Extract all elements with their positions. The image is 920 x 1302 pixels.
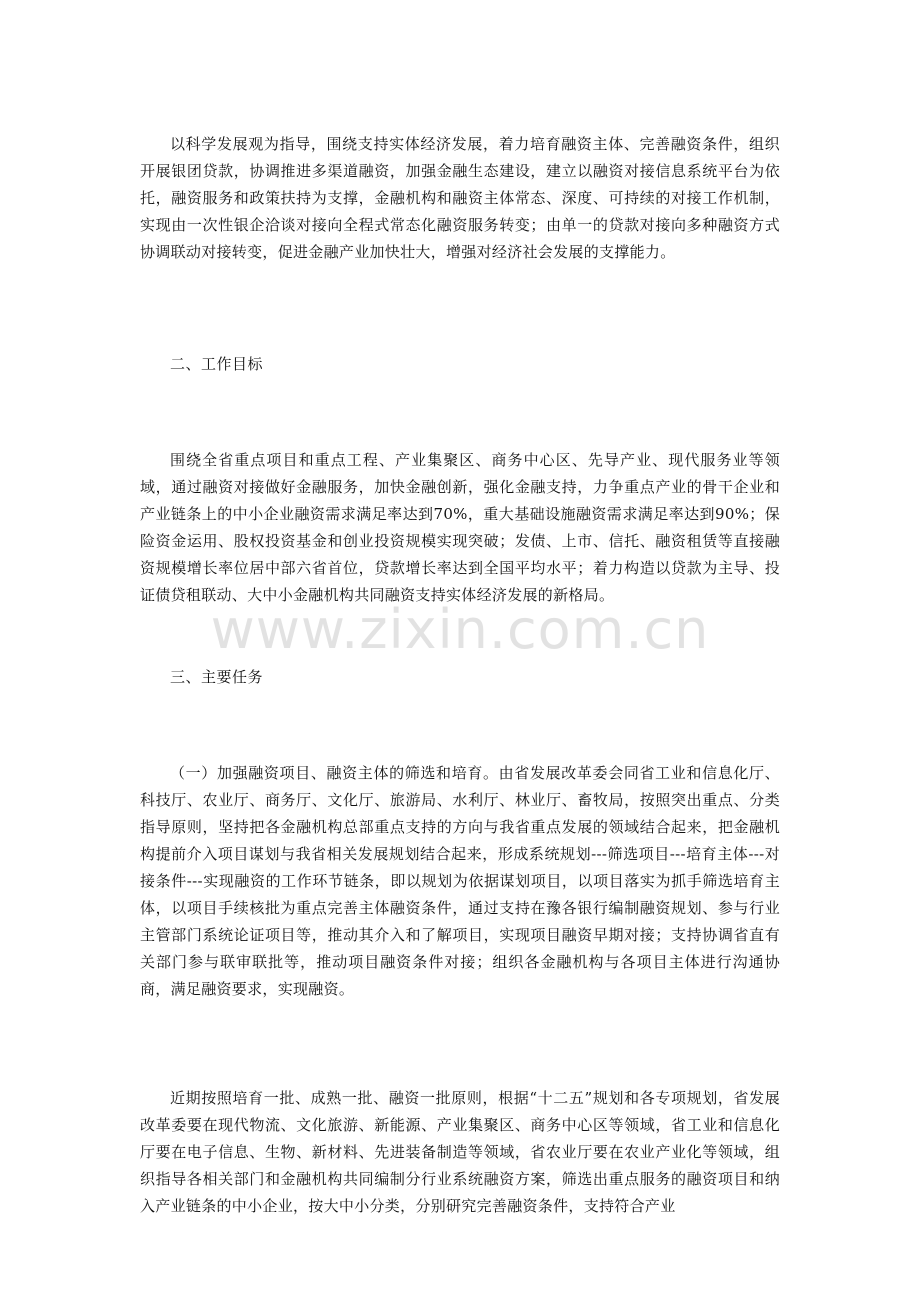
paragraph-guiding-principle: 以科学发展观为指导，围绕支持实体经济发展，着力培育融资主体、完善融资条件，组织开展银团贷款，协调推进多渠道融资，加强金融生态建设，建立以融资对接信息系统平台为依托，融资服务和政策扶持为支撑，金融机构和融资主体常态、深度、可持续的对接工作机制，实现由一次性银企洽谈对接向全程式常态化融资服务转变；由单一的贷款对接向多种融资方式协调联动对接转变，促进金融产业加快壮大，增强对经济社会发展的支撑能力。 bbox=[140, 135, 780, 261]
paragraph-work-goals: 围绕全省重点项目和重点工程、产业集聚区、商务中心区、先导产业、现代服务业等领域，通过融资对接做好金融服务，加快金融创新，强化金融支持，力争重点产业的骨干企业和产业链条上的中小企业融资需求满足率达到70%，重大基础设施融资需求满足率达到90%；保险资金运用、股权投资基金和创业投资规模实现突破；发债、上市、信托、融资租赁等直接融资规模增长率位居中部六省首位，贷款增长率达到全国平均水平；着力构造以贷款为主导、投证债贷租联动、大中小金融机构共同融资支持实体经济发展的新格局。 bbox=[140, 451, 780, 604]
section-heading-main-tasks: 三、主要任务 bbox=[170, 668, 264, 686]
paragraph-task-one: （一）加强融资项目、融资主体的筛选和培育。由省发展改革委会同省工业和信息化厅、科技厅、农业厅、商务厅、文化厅、旅游局、水利厅、林业厅、畜牧局，按照突出重点、分类指导原则，坚持把各金融机构总部重点支持的方向与我省重点发展的领域结合起来，把金融机构提前介入项目谋划与我省相关发展规划结合起来，形成系统规划---筛选项目---培育主体---对接条件---实现融资的工作环节链条，即以规划为依据谋划项目，以项目落实为抓手筛选培育主体，以项目手续核批为重点完善主体融资条件，通过支持在豫各银行编制融资规划、参与行业主管部门系统论证项目等，推动其介入和了解项目，实现项目融资早期对接；支持协调省直有关部门参与联审联批等，推动项目融资条件对接；组织各金融机构与各项目主体进行沟通协商，满足融资要求，实现融资。 bbox=[140, 764, 780, 998]
section-heading-work-goals: 二、工作目标 bbox=[170, 355, 264, 373]
watermark: www.zixin.com.cn bbox=[210, 598, 710, 661]
paragraph-near-term: 近期按照培育一批、成熟一批、融资一批原则，根据“十二五”规划和各专项规划，省发展改革委要在现代物流、文化旅游、新能源、产业集聚区、商务中心区等领域，省工业和信息化厅要在电子信息、生物、新材料、先进装备制造等领域，省农业厅要在农业产业化等领域，组织指导各相关部门和金融机构共同编制分行业系统融资方案，筛选出重点服务的融资项目和纳入产业链条的中小企业，按大中小分类，分别研究完善融资条件，支持符合产业 bbox=[140, 1089, 780, 1215]
